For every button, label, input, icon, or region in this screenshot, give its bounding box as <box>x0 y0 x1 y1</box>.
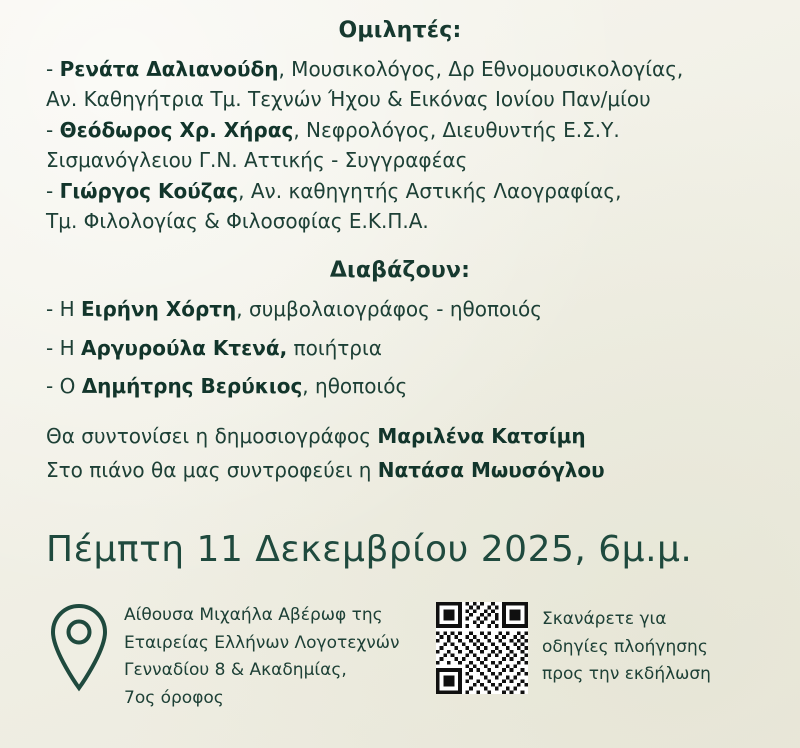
venue-block <box>46 600 436 712</box>
moderator-name: Μαριλένα Κατσίμη <box>377 423 586 448</box>
speaker-name: Ρενάτα Δαλιανούδη <box>59 57 279 81</box>
reader-prefix: - Ο <box>46 374 82 399</box>
readers-list <box>46 295 754 401</box>
poster-footer <box>46 600 754 712</box>
reader-role: , συμβολαιογράφος - ηθοποιός <box>236 297 542 322</box>
venue-line: Αίθουσα Μιχαήλα Αβέρωφ της <box>124 605 383 626</box>
reader-name: Δημήτρης Βερύκιος <box>81 374 303 399</box>
moderator-line <box>46 422 754 451</box>
reader-prefix: - Η <box>46 297 81 322</box>
reader-name: Αργυρούλα Κτενά, <box>80 335 288 360</box>
qr-code-icon[interactable] <box>436 602 528 694</box>
closing-notes <box>46 422 754 486</box>
reader-entry <box>46 372 754 401</box>
venue-line: Γενναδίου 8 & Ακαδημίας, <box>124 660 347 681</box>
speaker-prefix: - <box>46 117 60 142</box>
speaker-prefix: - <box>46 178 60 203</box>
readers-heading: Διαβάζουν: <box>329 258 471 284</box>
qr-line: Σκανάρετε για <box>542 609 667 630</box>
speakers-heading: Ομιλητές: <box>338 18 462 43</box>
qr-line: οδηγίες πλοήγησης <box>542 636 708 657</box>
location-pin-icon <box>46 602 112 694</box>
reader-name: Ειρήνη Χόρτη <box>80 297 237 322</box>
moderator-prefix: Θα συντονίσει η δημοσιογράφος <box>46 423 378 448</box>
reader-role: ποιήτρια <box>287 335 382 360</box>
speaker-prefix: - <box>46 57 60 81</box>
speaker-entry <box>46 177 754 206</box>
venue-line: 7ος όροφος <box>124 687 224 708</box>
speaker-role: , Αν. καθηγητής Αστικής Λαογραφίας, <box>238 178 622 203</box>
qr-block <box>436 600 754 694</box>
speaker-role: , Νεφρολόγος, Διευθυντής Ε.Σ.Υ. <box>293 117 620 142</box>
speaker-entry <box>46 55 754 84</box>
pianist-prefix: Στο πιάνο θα μας συντροφεύει η <box>46 457 378 482</box>
speaker-name: Θεόδωρος Χρ. Χήρας <box>59 117 294 142</box>
reader-entry <box>46 334 754 363</box>
speaker-name: Γιώργος Κούζας <box>59 178 239 203</box>
venue-address <box>124 600 400 712</box>
event-date: Πέμπτη 11 Δεκεμβρίου 2025, 6μ.μ. <box>46 529 693 571</box>
reader-entry <box>46 295 754 324</box>
speaker-entry-second-line: Σισμανόγλειου Γ.Ν. Αττικής - Συγγραφέας <box>46 148 468 173</box>
venue-line: Εταιρείας Ελλήνων Λογοτεχνών <box>124 632 400 653</box>
speaker-role: , Μουσικολόγος, Δρ Εθνομουσικολογίας, <box>278 57 684 81</box>
speaker-entry <box>46 116 754 145</box>
qr-instructions <box>542 600 711 689</box>
speaker-entry-second-line: Τμ. Φιλολογίας & Φιλοσοφίας Ε.Κ.Π.Α. <box>46 208 429 233</box>
reader-prefix: - Η <box>46 335 81 360</box>
pianist-name: Νατάσα Μωυσόγλου <box>377 457 605 482</box>
speaker-entry-second-line: Αν. Καθηγήτρια Τμ. Τεχνών Ήχου & Εικόνας Ιονίου Παν/μίου <box>46 87 651 112</box>
speakers-list <box>46 55 754 236</box>
pianist-line <box>46 456 754 485</box>
qr-line: προς την εκδήλωση <box>542 664 711 685</box>
reader-role: , ηθοποιός <box>302 374 408 399</box>
